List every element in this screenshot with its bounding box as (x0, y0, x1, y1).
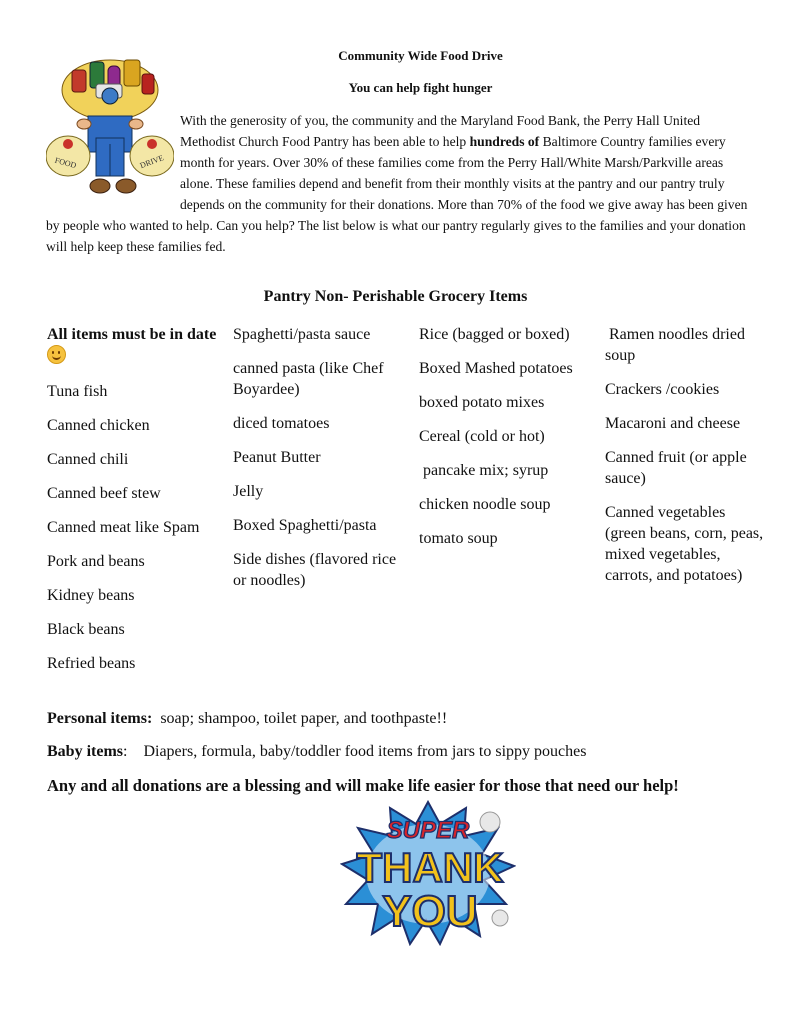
grocery-item: tomato soup (419, 530, 498, 547)
intro-text-bold: hundreds of (469, 134, 540, 149)
grocery-item: Tuna fish (47, 383, 108, 400)
personal-items-line (47, 708, 447, 729)
section-heading: Pantry Non- Perishable Grocery Items (263, 288, 528, 305)
in-date-note-text: All items must be in date (47, 326, 217, 343)
items-column-1 (47, 324, 227, 687)
items-column-3 (419, 324, 599, 562)
svg-text:THANK: THANK (356, 844, 504, 891)
smiley-icon (47, 345, 66, 364)
items-column-2 (233, 324, 413, 604)
baby-items-text: : Diapers, formula, baby/toddler food items from jars to sippy pouches (123, 743, 587, 760)
grocery-item: diced tomatoes (233, 415, 330, 432)
grocery-item: pancake mix; syrup (419, 462, 549, 479)
svg-text:SUPER: SUPER (386, 817, 470, 844)
grocery-item: Boxed Spaghetti/pasta (233, 517, 377, 534)
in-date-note (47, 324, 227, 368)
grocery-item: Canned meat like Spam (47, 519, 200, 536)
grocery-item: Peanut Butter (233, 449, 321, 466)
intro-paragraph (46, 110, 751, 257)
super-thank-you-graphic (340, 800, 516, 946)
baby-items-label: Baby items (47, 743, 123, 760)
grocery-item: Crackers /cookies (605, 381, 720, 398)
grocery-item: Canned chicken (47, 417, 150, 434)
baby-items-line (47, 741, 586, 762)
grocery-item: Canned vegetables (green beans, corn, peas, mixed vegetables, carrots, and potatoes) (605, 504, 768, 584)
personal-items-label: Personal items: (47, 710, 153, 727)
grocery-item: Canned chili (47, 451, 129, 468)
intro-text-1: With the generosity of you, the community and the Maryland Food Bank, the Perry Hall United Methodist Church Food Pantry has been able to help (180, 113, 701, 149)
items-column-4 (605, 324, 768, 599)
grocery-item: Kidney beans (47, 587, 135, 604)
grocery-item: Macaroni and cheese (605, 415, 741, 432)
grocery-item: chicken noodle soup (419, 496, 551, 513)
thank-you-burst-icon (340, 800, 516, 946)
grocery-item: Canned beef stew (47, 485, 161, 502)
svg-text:YOU: YOU (382, 887, 478, 936)
svg-text:DRIVE: DRIVE (138, 153, 165, 171)
closing-statement: Any and all donations are a blessing and will make life easier for those that need our help! (47, 776, 679, 795)
grocery-item: Ramen noodles dried soup (605, 326, 749, 364)
intro-text-2: Baltimore Country families every month for years. Over 30% of these families come from the Perry Hall/White Marsh/Parkville areas alone. These families depend and benefit from their monthly visits at the pantry and our pantry truly depends on the community for their donations. More than 70% of the food we give away has been given by people who wanted to help. Can you help? The list below is what our pantry regularly gives to the families and your donation will help keep these families fed. (46, 134, 748, 254)
grocery-item: Pork and beans (47, 553, 145, 570)
page-title: Community Wide Food Drive (338, 48, 503, 63)
svg-text:FOOD: FOOD (53, 155, 78, 171)
grocery-item: Canned fruit (or apple sauce) (605, 449, 751, 487)
page-subtitle: You can help fight hunger (348, 80, 493, 95)
grocery-item: Jelly (233, 483, 264, 500)
grocery-item: Spaghetti/pasta sauce (233, 326, 371, 343)
grocery-item: Black beans (47, 621, 125, 638)
grocery-item: Cereal (cold or hot) (419, 428, 545, 445)
personal-items-text: soap; shampoo, toilet paper, and toothpaste!! (152, 710, 448, 727)
grocery-item: canned pasta (like Chef Boyardee) (233, 360, 388, 398)
grocery-item: Refried beans (47, 655, 136, 672)
grocery-item: boxed potato mixes (419, 394, 545, 411)
grocery-item: Side dishes (flavored rice or noodles) (233, 551, 401, 589)
grocery-item: Rice (bagged or boxed) (419, 326, 570, 343)
grocery-item: Boxed Mashed potatoes (419, 360, 573, 377)
